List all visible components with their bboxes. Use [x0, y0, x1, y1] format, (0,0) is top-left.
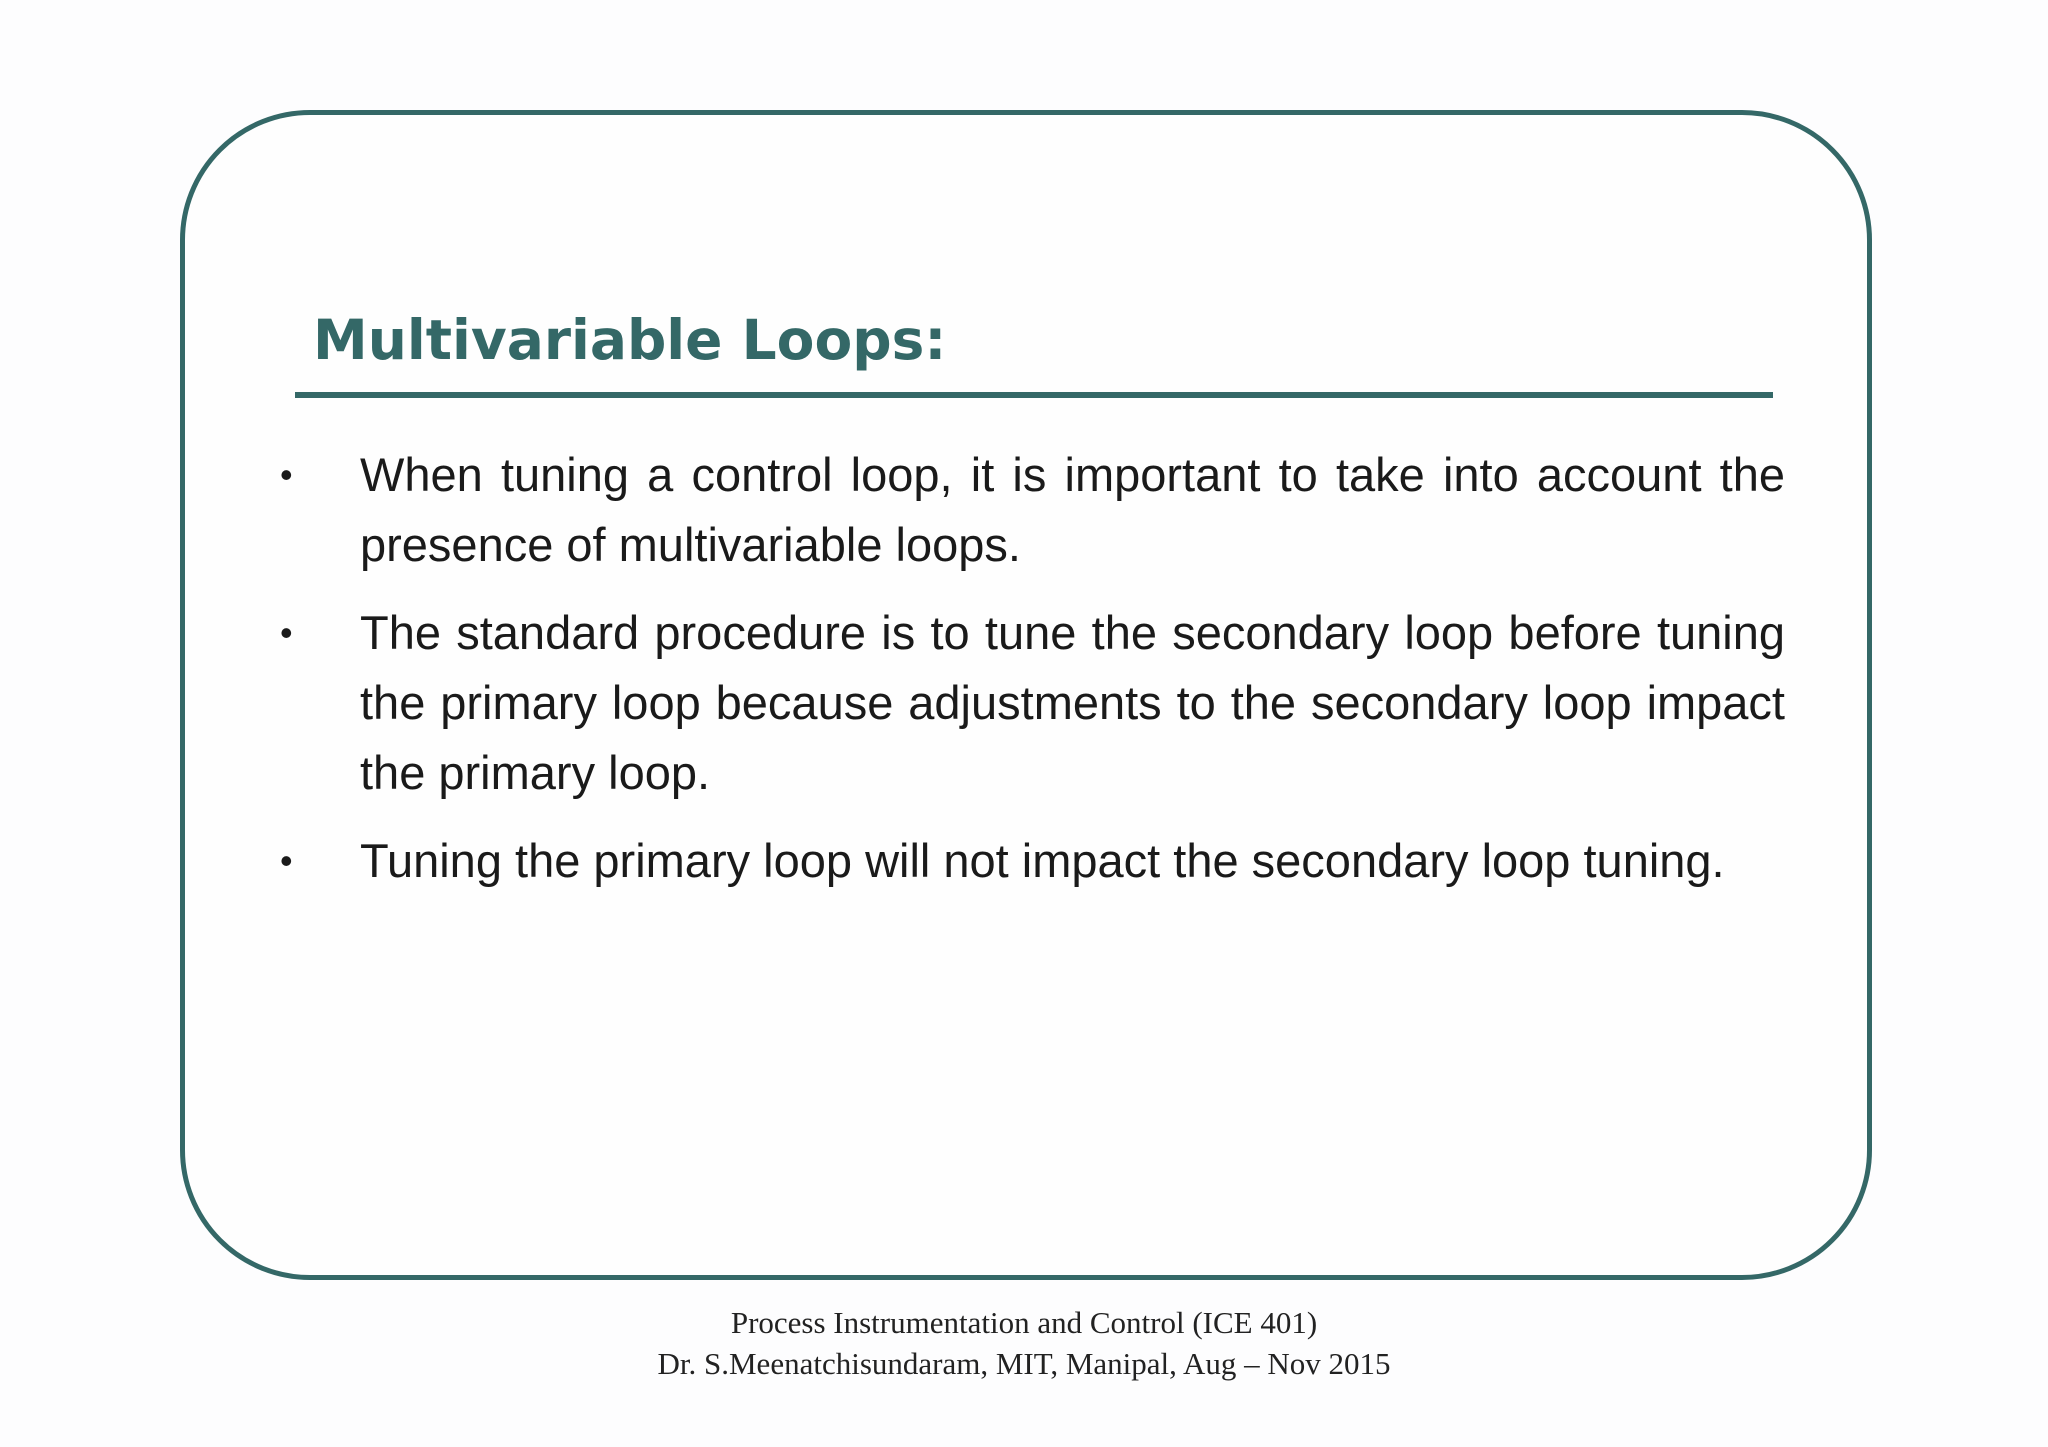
bullet-text: Tuning the primary loop will not impact the secondary loop tuning. [360, 834, 1725, 887]
bullet-text: When tuning a control loop, it is important to take into account the presence of multivariable loops. [360, 448, 1785, 571]
footer-course-line: Process Instrumentation and Control (ICE 401) [730, 1305, 1318, 1340]
bullet-item [280, 598, 1785, 808]
bullet-list [280, 440, 1785, 896]
title-underline [295, 392, 1773, 398]
slide-footer [0, 1302, 2048, 1384]
bullet-marker: • [280, 840, 293, 881]
footer-author-line: Dr. S.Meenatchisundaram, MIT, Manipal, Aug – Nov 2015 [657, 1346, 1391, 1381]
bullet-marker: • [280, 454, 293, 495]
bullet-marker: • [280, 612, 293, 653]
slide-title: Multivariable Loops: [313, 308, 947, 372]
bullet-item [280, 440, 1785, 580]
bullet-text: The standard procedure is to tune the secondary loop before tuning the primary loop because adjustments to the secondary loop impact the primary loop. [360, 606, 1785, 799]
bullet-item [280, 826, 1785, 896]
